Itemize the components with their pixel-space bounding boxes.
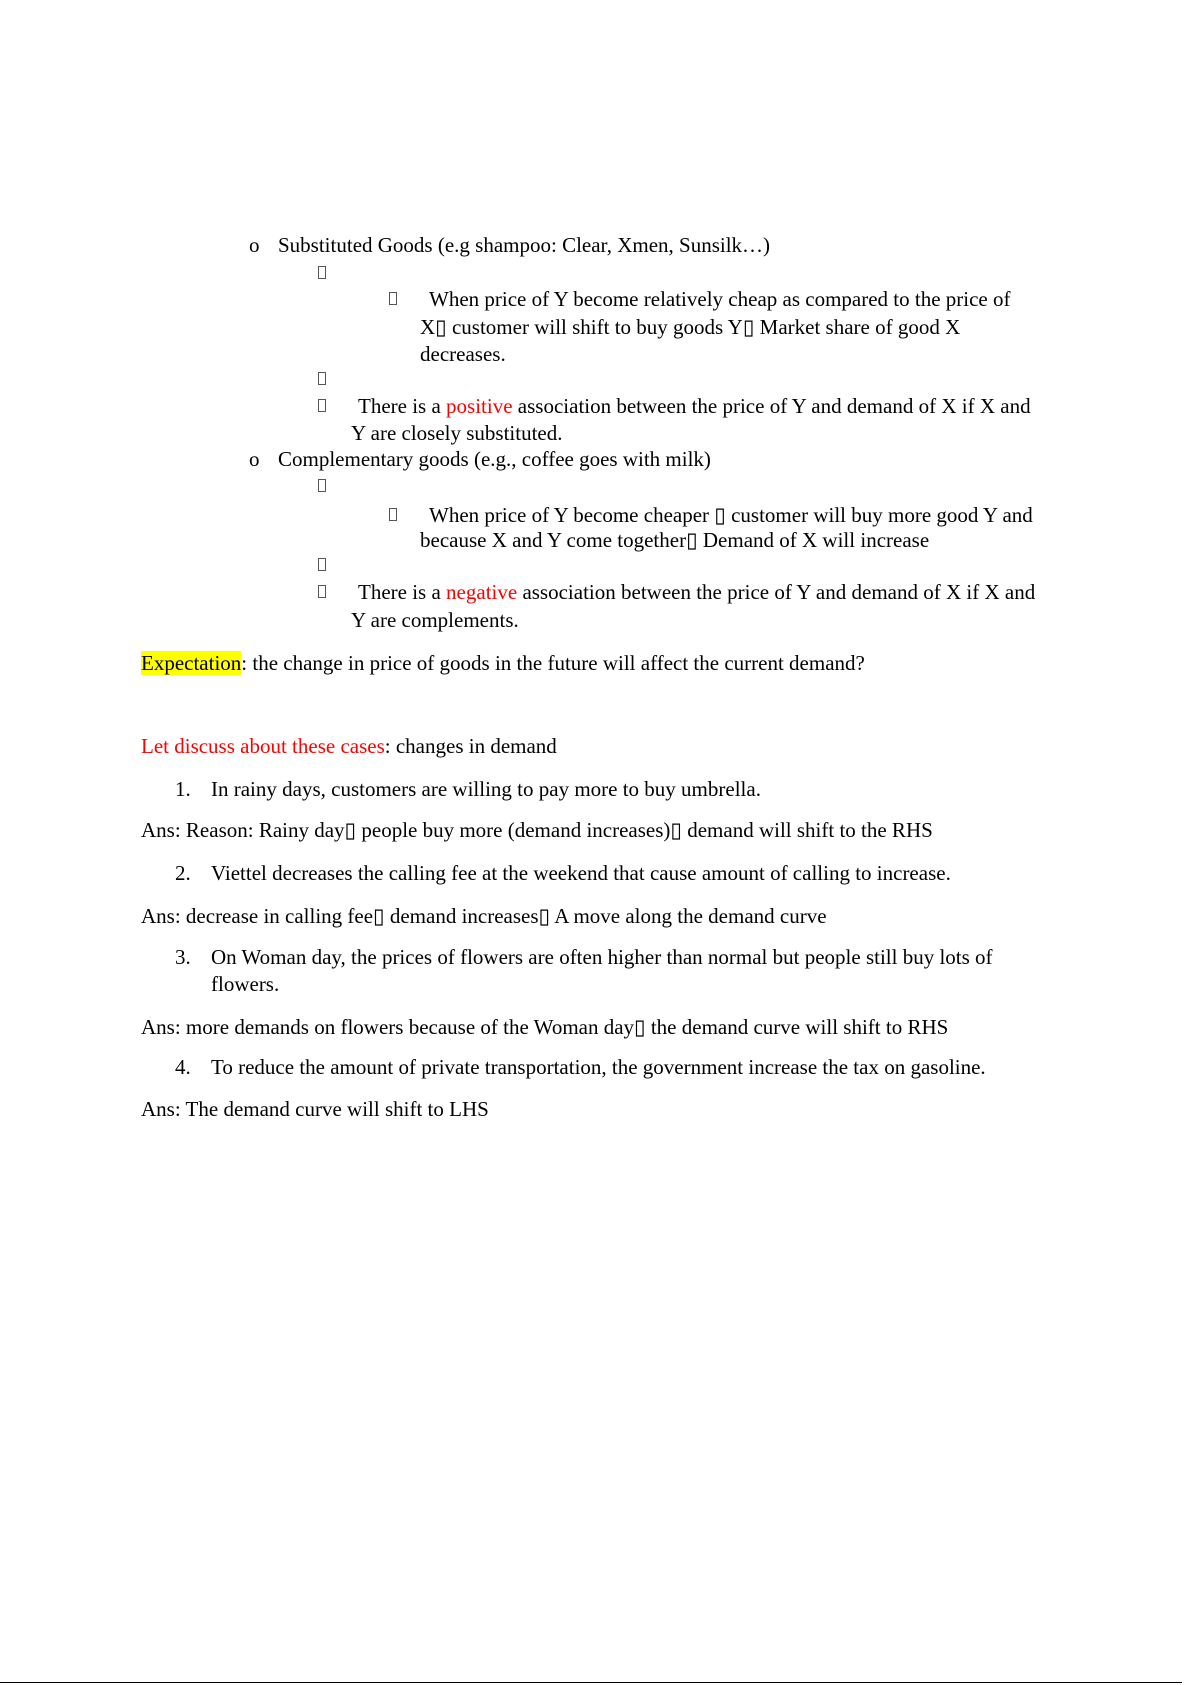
expectation-text: : the change in price of goods in the future will affect the current demand? bbox=[241, 651, 865, 675]
case-question-continuation: flowers. bbox=[211, 972, 280, 996]
discussion-intro-rest: : changes in demand bbox=[384, 734, 557, 758]
substituted-conclusion bbox=[358, 394, 1031, 418]
complementary-detail-line: because X and Y come together▯ Demand of X will increase bbox=[420, 528, 930, 552]
positive-emphasis: positive bbox=[446, 394, 513, 418]
empty-box-icon bbox=[318, 558, 326, 571]
case-number: 1. bbox=[175, 777, 191, 801]
case-question: To reduce the amount of private transportation, the government increase the tax on gasoline. bbox=[211, 1055, 986, 1079]
conclusion-text: There is a bbox=[358, 394, 447, 418]
empty-box-icon bbox=[318, 266, 326, 279]
discussion-intro bbox=[141, 734, 557, 758]
expectation-paragraph bbox=[141, 651, 865, 675]
case-number: 3. bbox=[175, 945, 191, 969]
empty-box-icon bbox=[389, 508, 397, 521]
case-question: Viettel decreases the calling fee at the weekend that cause amount of calling to increase. bbox=[211, 861, 951, 885]
case-number: 2. bbox=[175, 861, 191, 885]
conclusion-text: association between the price of Y and demand of X if X and bbox=[517, 580, 1036, 604]
case-answer: Ans: Reason: Rainy day▯ people buy more (demand increases)▯ demand will shift to the RHS bbox=[141, 818, 933, 842]
case-answer: Ans: The demand curve will shift to LHS bbox=[141, 1097, 489, 1121]
conclusion-text: association between the price of Y and demand of X if X and bbox=[512, 394, 1031, 418]
case-answer: Ans: more demands on flowers because of the Woman day▯ the demand curve will shift to RHS bbox=[141, 1015, 949, 1039]
substituted-goods-heading: Substituted Goods (e.g shampoo: Clear, Xmen, Sunsilk…) bbox=[278, 233, 771, 257]
substituted-detail-line: decreases. bbox=[420, 342, 506, 366]
substituted-detail-line: When price of Y become relatively cheap as compared to the price of bbox=[429, 287, 1011, 311]
case-question: On Woman day, the prices of flowers are often higher than normal but people still buy lots of bbox=[211, 945, 993, 969]
complementary-goods-heading: Complementary goods (e.g., coffee goes with milk) bbox=[278, 447, 711, 471]
empty-box-icon bbox=[318, 372, 326, 385]
empty-box-icon bbox=[318, 399, 326, 412]
empty-box-icon bbox=[318, 585, 326, 598]
empty-box-icon bbox=[389, 292, 397, 305]
empty-box-icon bbox=[318, 479, 326, 492]
page-bottom-rule bbox=[0, 1682, 1182, 1683]
list-bullet: o bbox=[249, 447, 260, 471]
expectation-term: Expectation bbox=[141, 651, 242, 675]
negative-emphasis: negative bbox=[446, 580, 518, 604]
complementary-detail-line: When price of Y become cheaper ▯ customer will buy more good Y and bbox=[429, 503, 1033, 527]
case-question: In rainy days, customers are willing to pay more to buy umbrella. bbox=[211, 777, 761, 801]
conclusion-text: There is a bbox=[358, 580, 447, 604]
substituted-conclusion-continuation: Y are closely substituted. bbox=[351, 421, 563, 445]
complementary-conclusion bbox=[358, 580, 1035, 604]
case-answer: Ans: decrease in calling fee▯ demand increases▯ A move along the demand curve bbox=[141, 904, 827, 928]
list-bullet: o bbox=[249, 233, 260, 257]
discussion-intro-emphasis: Let discuss about these cases bbox=[141, 734, 385, 758]
case-number: 4. bbox=[175, 1055, 191, 1079]
complementary-conclusion-continuation: Y are complements. bbox=[351, 608, 519, 632]
substituted-detail-line: X▯ customer will shift to buy goods Y▯ Market share of good X bbox=[420, 315, 961, 339]
